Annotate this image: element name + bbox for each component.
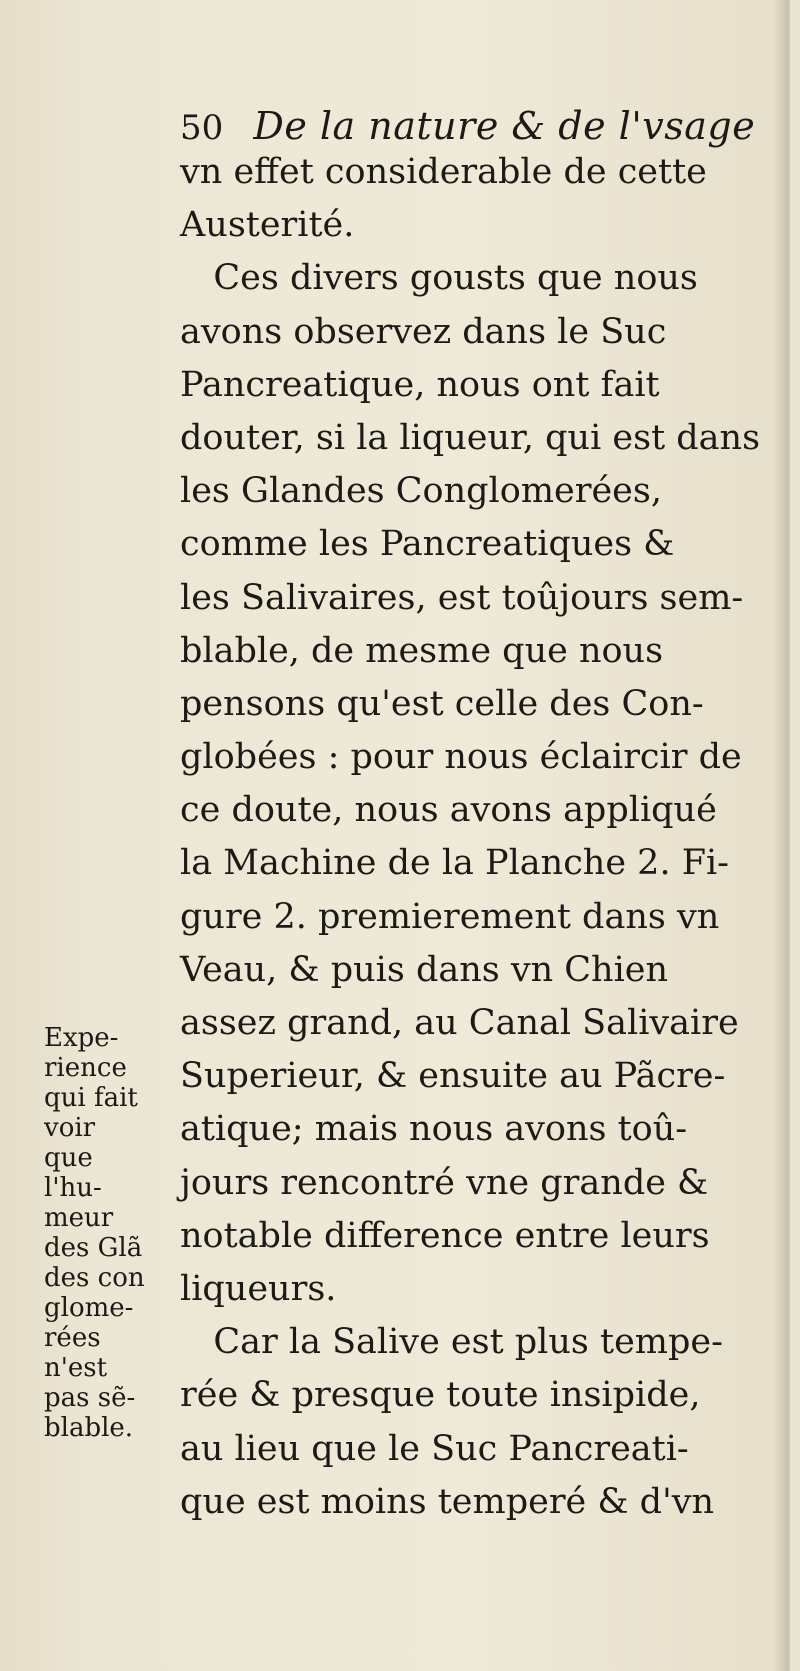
text-line: Austerité. (180, 205, 355, 246)
text-line: douter, si la liqueur, qui est dans (180, 417, 761, 458)
text-line: ce doute, nous avons appliqué (180, 790, 717, 831)
text-line: que est moins temperé & d'vn (180, 1481, 715, 1522)
text-line: assez grand, au Canal Salivaire (180, 1003, 739, 1043)
text-line: la Machine de la Planche 2. Fi- (180, 843, 729, 884)
margin-note-line: meur (44, 1203, 114, 1233)
margin-note-line: l'hu- (44, 1173, 102, 1203)
text-line: les Salivaires, est toûjours sem- (180, 577, 744, 618)
text-line: Ces divers gousts que nous (180, 258, 698, 299)
text-line: gure 2. premierement dans vn (180, 896, 720, 937)
margin-note-line: voir (44, 1113, 96, 1143)
text-line: Superieur, & ensuite au Pãcre- (180, 1056, 726, 1097)
margin-note-line: blable. (44, 1413, 134, 1443)
text-line: atique; mais nous avons toû- (180, 1109, 688, 1150)
margin-note-line: des con (44, 1263, 145, 1293)
margin-note-line: pas sẽ- (44, 1383, 136, 1413)
text-line: liqueurs. (180, 1268, 337, 1309)
margin-note-line: rées (44, 1323, 101, 1353)
text-line: rée & presque toute insipide, (180, 1375, 701, 1416)
text-line: les Glandes Conglomerées, (180, 471, 662, 512)
text-line: pensons qu'est celle des Con- (180, 683, 704, 724)
running-head (180, 104, 760, 150)
margin-note (44, 1023, 174, 1443)
text-line: notable difference entre leurs (180, 1215, 710, 1256)
text-line: au lieu que le Suc Pancreati- (180, 1428, 689, 1469)
margin-note-line: Expe- (44, 1023, 119, 1053)
margin-note-line: rience (44, 1053, 127, 1083)
main-text (180, 146, 780, 1529)
margin-note-line: n'est (44, 1353, 108, 1383)
margin-note-line: des Glã (44, 1233, 143, 1263)
margin-note-line: qui fait (44, 1083, 138, 1113)
text-line: blable, de mesme que nous (180, 630, 664, 671)
running-head-title: De la nature & de l'vsage (253, 104, 756, 148)
text-line: avons observez dans le Suc (180, 311, 667, 352)
page-number: 50 (180, 108, 224, 148)
margin-note-line: que (44, 1143, 93, 1173)
text-line: Veau, & puis dans vn Chien (180, 949, 669, 990)
margin-note-line: glome- (44, 1293, 134, 1323)
text-line: jours rencontré vne grande & (180, 1162, 709, 1203)
text-line: Pancreatique, nous ont fait (180, 364, 660, 405)
text-line: comme les Pancreatiques & (180, 524, 675, 565)
text-line: Car la Salive est plus tempe- (180, 1322, 723, 1363)
text-line: globées : pour nous éclaircir de (180, 737, 742, 778)
text-line: vn effet considerable de cette (180, 152, 707, 192)
